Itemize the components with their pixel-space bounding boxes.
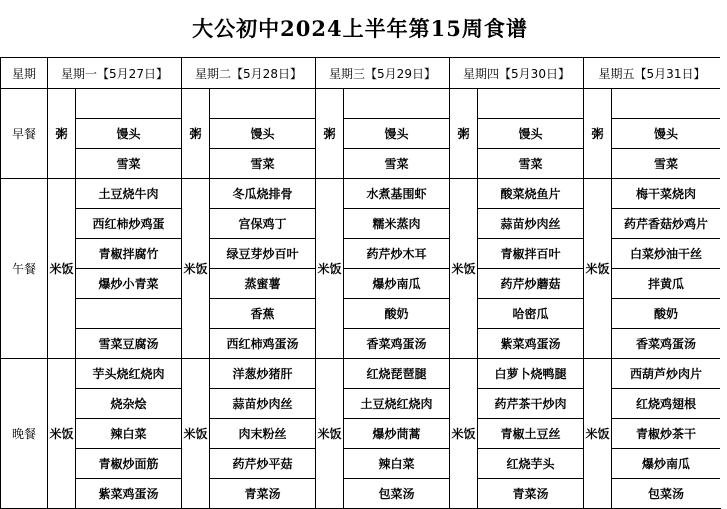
dish-cell: 馒头 bbox=[612, 119, 721, 149]
dish-cell: 香蕉 bbox=[210, 299, 316, 329]
dish-cell: 包菜汤 bbox=[612, 479, 721, 509]
dish-cell: 药芹炒平菇 bbox=[210, 449, 316, 479]
dish-cell: 爆炒南瓜 bbox=[344, 269, 450, 299]
day-header-mon: 星期一【5月27日】 bbox=[48, 58, 182, 89]
dish-cell: 雪菜豆腐汤 bbox=[76, 329, 182, 359]
dish-cell: 水煮基围虾 bbox=[344, 179, 450, 209]
dish-cell: 青菜汤 bbox=[478, 479, 584, 509]
dish-cell: 雪菜 bbox=[210, 149, 316, 179]
dish-cell: 紫菜鸡蛋汤 bbox=[478, 329, 584, 359]
dish-cell: 馒头 bbox=[210, 119, 316, 149]
lunch-staple-fri: 米饭 bbox=[584, 179, 612, 359]
dish-cell: 包菜汤 bbox=[344, 479, 450, 509]
period-header: 星期 bbox=[1, 58, 48, 89]
dish-cell: 爆炒小青菜 bbox=[76, 269, 182, 299]
dish-cell bbox=[478, 89, 584, 119]
menu-body bbox=[1, 58, 721, 509]
lunch-row bbox=[1, 209, 721, 239]
dish-cell bbox=[76, 299, 182, 329]
breakfast-staple-thu: 粥 bbox=[450, 89, 478, 179]
breakfast-staple-fri: 粥 bbox=[584, 89, 612, 179]
dish-cell: 青椒土豆丝 bbox=[478, 419, 584, 449]
dish-cell: 雪菜 bbox=[344, 149, 450, 179]
dinner-staple-fri: 米饭 bbox=[584, 359, 612, 509]
lunch-row bbox=[1, 179, 721, 209]
dinner-row bbox=[1, 479, 721, 509]
dinner-label: 晚餐 bbox=[1, 359, 48, 509]
dish-cell: 青椒炒面筋 bbox=[76, 449, 182, 479]
lunch-staple-wed: 米饭 bbox=[316, 179, 344, 359]
dish-cell: 绿豆芽炒百叶 bbox=[210, 239, 316, 269]
dinner-row bbox=[1, 359, 721, 389]
day-header-fri: 星期五【5月31日】 bbox=[584, 58, 721, 89]
lunch-row bbox=[1, 329, 721, 359]
dish-cell: 紫菜鸡蛋汤 bbox=[76, 479, 182, 509]
dish-cell bbox=[344, 89, 450, 119]
dish-cell: 蒜苗炒肉丝 bbox=[478, 209, 584, 239]
dish-cell: 白菜炒油干丝 bbox=[612, 239, 721, 269]
dish-cell: 肉末粉丝 bbox=[210, 419, 316, 449]
lunch-row bbox=[1, 269, 721, 299]
dinner-row bbox=[1, 419, 721, 449]
dish-cell: 红烧芋头 bbox=[478, 449, 584, 479]
dish-cell bbox=[612, 89, 721, 119]
dish-cell bbox=[210, 89, 316, 119]
page-title: 大公初中2024上半年第15周食谱 bbox=[192, 16, 528, 41]
day-header-wed: 星期三【5月29日】 bbox=[316, 58, 450, 89]
dinner-staple-thu: 米饭 bbox=[450, 359, 478, 509]
dish-cell: 西红柿炒鸡蛋 bbox=[76, 209, 182, 239]
dish-cell: 香菜鸡蛋汤 bbox=[612, 329, 721, 359]
dish-cell: 宫保鸡丁 bbox=[210, 209, 316, 239]
dish-cell: 辣白菜 bbox=[76, 419, 182, 449]
dish-cell: 药芹炒木耳 bbox=[344, 239, 450, 269]
dish-cell: 红烧鸡翅根 bbox=[612, 389, 721, 419]
dish-cell: 药芹炒蘑菇 bbox=[478, 269, 584, 299]
dish-cell: 冬瓜烧排骨 bbox=[210, 179, 316, 209]
dish-cell: 白萝卜烧鸭腿 bbox=[478, 359, 584, 389]
dish-cell bbox=[76, 89, 182, 119]
dish-cell: 哈密瓜 bbox=[478, 299, 584, 329]
dish-cell: 梅干菜烧肉 bbox=[612, 179, 721, 209]
dinner-row bbox=[1, 449, 721, 479]
dish-cell: 西红柿鸡蛋汤 bbox=[210, 329, 316, 359]
dish-cell: 土豆烧红烧肉 bbox=[344, 389, 450, 419]
dish-cell: 雪菜 bbox=[76, 149, 182, 179]
day-header-tue: 星期二【5月28日】 bbox=[182, 58, 316, 89]
dish-cell: 爆炒南瓜 bbox=[612, 449, 721, 479]
dish-cell: 红烧琵琶腿 bbox=[344, 359, 450, 389]
dish-cell: 青椒拌百叶 bbox=[478, 239, 584, 269]
dinner-row bbox=[1, 389, 721, 419]
dish-cell: 蒜苗炒肉丝 bbox=[210, 389, 316, 419]
dish-cell: 酸菜烧鱼片 bbox=[478, 179, 584, 209]
breakfast-row bbox=[1, 149, 721, 179]
dish-cell: 香菜鸡蛋汤 bbox=[344, 329, 450, 359]
breakfast-label: 早餐 bbox=[1, 89, 48, 179]
dish-cell: 洋葱炒猪肝 bbox=[210, 359, 316, 389]
header-row bbox=[1, 58, 721, 89]
dish-cell: 拌黄瓜 bbox=[612, 269, 721, 299]
dish-cell: 青菜汤 bbox=[210, 479, 316, 509]
lunch-staple-tue: 米饭 bbox=[182, 179, 210, 359]
dish-cell: 青椒炒茶干 bbox=[612, 419, 721, 449]
dish-cell: 药芹香菇炒鸡片 bbox=[612, 209, 721, 239]
dish-cell: 馒头 bbox=[344, 119, 450, 149]
right-edge bbox=[720, 57, 727, 508]
dish-cell: 西葫芦炒肉片 bbox=[612, 359, 721, 389]
dinner-staple-mon: 米饭 bbox=[48, 359, 76, 509]
lunch-staple-mon: 米饭 bbox=[48, 179, 76, 359]
dish-cell: 药芹茶干炒肉 bbox=[478, 389, 584, 419]
dish-cell: 酸奶 bbox=[344, 299, 450, 329]
dish-cell: 土豆烧牛肉 bbox=[76, 179, 182, 209]
dish-cell: 糯米蒸肉 bbox=[344, 209, 450, 239]
breakfast-row bbox=[1, 89, 721, 119]
dish-cell: 雪菜 bbox=[478, 149, 584, 179]
lunch-staple-thu: 米饭 bbox=[450, 179, 478, 359]
breakfast-staple-wed: 粥 bbox=[316, 89, 344, 179]
breakfast-staple-mon: 粥 bbox=[48, 89, 76, 179]
breakfast-staple-tue: 粥 bbox=[182, 89, 210, 179]
dish-cell: 馒头 bbox=[478, 119, 584, 149]
dish-cell: 蒸蜜薯 bbox=[210, 269, 316, 299]
dish-cell: 爆炒茼蒿 bbox=[344, 419, 450, 449]
dinner-staple-wed: 米饭 bbox=[316, 359, 344, 509]
lunch-label: 午餐 bbox=[1, 179, 48, 359]
lunch-row bbox=[1, 239, 721, 269]
dish-cell: 芋头烧红烧肉 bbox=[76, 359, 182, 389]
menu-table bbox=[0, 57, 721, 509]
breakfast-row bbox=[1, 119, 721, 149]
lunch-row bbox=[1, 299, 721, 329]
dish-cell: 青椒拌腐竹 bbox=[76, 239, 182, 269]
dish-cell: 雪菜 bbox=[612, 149, 721, 179]
dish-cell: 辣白菜 bbox=[344, 449, 450, 479]
dish-cell: 馒头 bbox=[76, 119, 182, 149]
dinner-staple-tue: 米饭 bbox=[182, 359, 210, 509]
dish-cell: 烧杂烩 bbox=[76, 389, 182, 419]
day-header-thu: 星期四【5月30日】 bbox=[450, 58, 584, 89]
dish-cell: 酸奶 bbox=[612, 299, 721, 329]
